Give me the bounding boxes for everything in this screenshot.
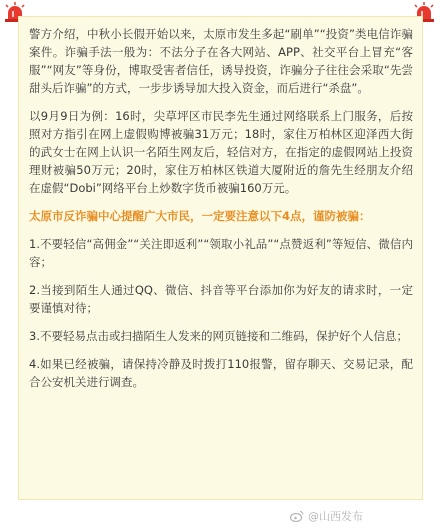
- tip-item-4: 4.如果已经被骗，请保持冷静及时拨打110报警，留存聊天、交易记录，配合公安机关进行调查。: [29, 357, 413, 389]
- tip-item-1: 1.不要轻信“高佣金”“关注即返利”“领取小礼品”“点赞返利”等短信、微信内容；: [29, 237, 413, 269]
- notice-content: [29, 25, 413, 401]
- watermark: [290, 508, 363, 524]
- notice-card: [18, 16, 423, 500]
- intro-paragraph: 警方介绍，中秋小长假开始以来，太原市发生多起“刷单”“投资”类电信诈骗案件。诈骗手法一般为：不法分子在各大网站、APP、社交平台上冒充“客服”“网友”等身份，博取受害者信任，诱导投资，诈骗分子往往会采取“先尝甜头后诈骗”的方式，一步步诱导加大投入资金，而后进行“杀盘”。: [29, 27, 413, 95]
- tip-item-2: 2.当接到陌生人通过QQ、微信、抖音等平台添加你为好友的请求时，一定要谨慎对待；: [29, 283, 413, 315]
- tip-item-3: 3.不要轻易点击或扫描陌生人发来的网页链接和二维码，保护好个人信息；: [29, 329, 408, 343]
- weibo-icon: [290, 510, 304, 522]
- reminder-heading: 太原市反诈骗中心提醒广大市民，一定要注意以下4点，谨防被骗：: [29, 209, 371, 223]
- watermark-text: @山西发布: [308, 510, 363, 523]
- example-paragraph: 以9月9日为例：16时，尖草坪区市民李先生通过网络联系上门服务，后按照对方指引在网上虚假购博被骗31万元；18时，家住万柏林区迎泽西大街的武女士在网上认识一名陌生网友后，轻信对方，在指定的虚假网站上投资理财被骗50万元；20时，家住万柏林区铁道大厦附近的詹先生经朋友介绍在虚假“Dobi”网络平台上炒数字货币被骗160万元。: [29, 109, 413, 195]
